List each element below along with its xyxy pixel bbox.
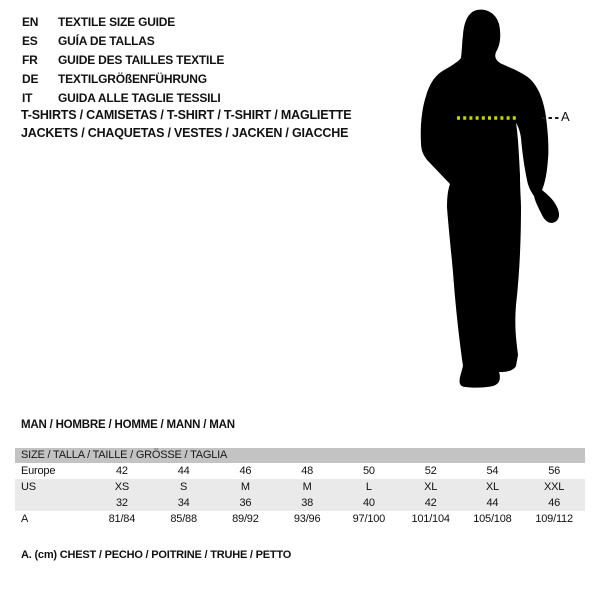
section-title-man: MAN / HOMBRE / HOMME / MANN / MAN	[21, 419, 235, 431]
size-value: 42	[424, 497, 437, 509]
language-row-es	[22, 31, 224, 50]
man-silhouette	[421, 10, 559, 388]
language-code: IT	[22, 90, 33, 105]
size-value: 34	[177, 497, 190, 509]
size-value: 105/108	[473, 513, 512, 525]
size-value: XS	[114, 481, 130, 493]
size-value: 42	[115, 465, 128, 477]
measure-label-a: A	[561, 109, 570, 124]
measurement-footnote: A. (cm) CHEST / PECHO / POITRINE / TRUHE / PETTO	[21, 549, 292, 561]
language-row-de	[22, 69, 224, 88]
row-label: US	[21, 481, 36, 493]
language-row-fr	[22, 50, 224, 69]
size-value: L	[365, 481, 372, 493]
table-row-us	[15, 479, 585, 495]
row-label: A	[21, 513, 29, 525]
size-value: 52	[424, 465, 437, 477]
size-value: M	[302, 481, 312, 493]
language-code: EN	[22, 14, 39, 29]
size-value: XL	[424, 481, 438, 493]
size-value: 44	[486, 497, 499, 509]
size-value: 97/100	[352, 513, 386, 525]
category-line-jackets: JACKETS / CHAQUETAS / VESTES / JACKEN / GIACCHE	[21, 126, 349, 140]
size-value: 36	[239, 497, 252, 509]
size-value: 93/96	[293, 513, 321, 525]
size-value: 32	[115, 497, 128, 509]
size-value: 54	[486, 465, 499, 477]
size-value: S	[180, 481, 188, 493]
language-text: TEXTILGRÖßENFÜHRUNG	[58, 71, 207, 86]
size-value: 38	[301, 497, 314, 509]
size-value: 40	[362, 497, 375, 509]
garment-categories	[21, 106, 351, 142]
table-row-chest-cm	[15, 511, 585, 527]
size-value: 56	[548, 465, 561, 477]
size-value: 109/112	[535, 513, 573, 525]
language-text: TEXTILE SIZE GUIDE	[58, 14, 176, 29]
size-value: 46	[548, 497, 561, 509]
size-value: 89/92	[232, 513, 259, 525]
language-code: FR	[22, 52, 38, 67]
size-value: M	[240, 481, 250, 493]
language-code: ES	[22, 33, 38, 48]
language-row-en	[22, 12, 224, 31]
size-value: 101/104	[411, 513, 450, 525]
size-value: 81/84	[108, 513, 136, 525]
size-value: XL	[485, 481, 499, 493]
language-text: GUIDA ALLE TAGLIE TESSILI	[58, 90, 221, 105]
table-row-numeric	[15, 495, 585, 511]
language-code: DE	[22, 71, 39, 86]
table-row-europe	[15, 463, 585, 479]
size-value: 44	[177, 465, 190, 477]
language-row-it	[22, 88, 224, 107]
language-text: GUIDE DES TAILLES TEXTILE	[58, 52, 225, 67]
size-value: XXL	[544, 481, 565, 493]
size-value: 85/88	[170, 513, 197, 525]
size-value: 48	[301, 465, 314, 477]
category-line-tshirts: T-SHIRTS / CAMISETAS / T-SHIRT / T-SHIRT / MAGLIETTE	[21, 108, 352, 122]
size-table	[15, 448, 585, 527]
size-value: 50	[362, 465, 375, 477]
size-table-header: SIZE / TALLA / TAILLE / GRÖSSE / TAGLIA	[15, 448, 585, 463]
size-value: 46	[239, 465, 252, 477]
row-label: Europe	[21, 465, 56, 477]
size-figure	[400, 0, 600, 420]
language-list	[22, 12, 224, 107]
language-text: GUÍA DE TALLAS	[58, 33, 155, 48]
